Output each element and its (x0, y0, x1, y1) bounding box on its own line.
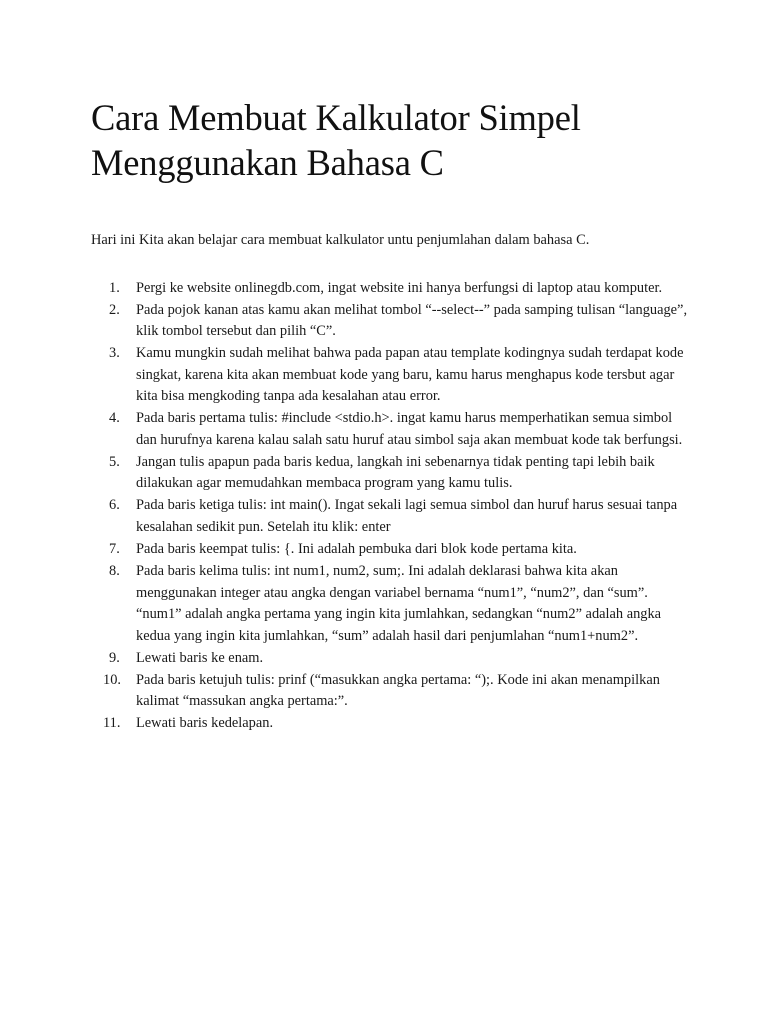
list-item (91, 713, 691, 735)
list-item-text: Pada baris pertama tulis: #include <stdio.h>. ingat kamu harus memperhatikan semua simbol dan hurufnya karena kalau salah satu huruf atau simbol saja akan membuat kode tak berfungsi. (136, 410, 683, 448)
steps-list (91, 278, 691, 735)
list-item (91, 539, 691, 561)
list-item-number: 1. (109, 279, 120, 296)
list-item (91, 495, 691, 538)
list-item (91, 452, 691, 495)
list-item (91, 343, 691, 408)
document-title: Cara Membuat Kalkulator Simpel Menggunakan Bahasa C (91, 97, 581, 183)
list-item-number: 8. (109, 563, 120, 580)
list-item-number: 4. (109, 410, 120, 427)
list-item (91, 648, 691, 670)
list-item-number: 2. (109, 301, 120, 318)
list-item (91, 561, 691, 647)
list-item (91, 278, 691, 300)
list-item-text: Pada baris keempat tulis: {. Ini adalah pembuka dari blok kode pertama kita. (136, 541, 577, 558)
list-item-text: Kamu mungkin sudah melihat bahwa pada papan atau template kodingnya sudah terdapat kode singkat, karena kita akan membuat kode yang baru, kamu harus menghapus kode tersbut agar kita bisa mengkoding tanpa ada kesalahan atau error. (136, 345, 684, 405)
list-item-number: 5. (109, 453, 120, 470)
list-item-text: Pergi ke website onlinegdb.com, ingat website ini hanya berfungsi di laptop atau komputer. (136, 279, 663, 296)
list-item-number: 10. (103, 671, 121, 688)
list-item-number: 3. (109, 345, 120, 362)
list-item-text: Jangan tulis apapun pada baris kedua, langkah ini sebenarnya tidak penting tapi lebih baik dilakukan agar memudahkan membaca program yang kamu tulis. (136, 453, 655, 492)
list-item (91, 300, 691, 343)
intro-paragraph: Hari ini Kita akan belajar cara membuat kalkulator untu penjumlahan dalam bahasa C. (91, 232, 590, 248)
list-item-number: 9. (109, 649, 120, 666)
list-item-text: Lewati baris ke enam. (136, 649, 264, 666)
list-item-text: Lewati baris kedelapan. (136, 715, 274, 732)
list-item-number: 6. (109, 497, 120, 514)
list-item-number: 7. (109, 541, 120, 558)
list-item-number: 11. (103, 715, 121, 732)
list-item-text: Pada baris ketujuh tulis: prinf (“masukkan angka pertama: “);. Kode ini akan menampilkan kalimat “massukan angka pertama:”. (136, 671, 660, 710)
list-item-text: Pada baris kelima tulis: int num1, num2, sum;. Ini adalah deklarasi bahwa kita akan menggunakan integer atau angka dengan variabel bernama “num1”, “num2”, dan “sum”. “num1” adalah angka pertama yang ingin kita jumlahkan, sedangkan “num2” adalah angka kedua yang ingin kita jumlahkan, “sum” adalah hasil dari penjumlahan “num1+num2”. (136, 563, 662, 644)
list-item (91, 670, 691, 713)
list-item-text: Pada baris ketiga tulis: int main(). Ingat sekali lagi semua simbol dan huruf harus sesuai tanpa kesalahan sedikit pun. Setelah itu klik: enter (136, 497, 678, 535)
list-item (91, 408, 691, 451)
document-page (91, 95, 691, 736)
list-item-text: Pada pojok kanan atas kamu akan melihat tombol “--select--” pada samping tulisan “language”, klik tombol tersebut dan pilih “C”. (136, 301, 688, 340)
